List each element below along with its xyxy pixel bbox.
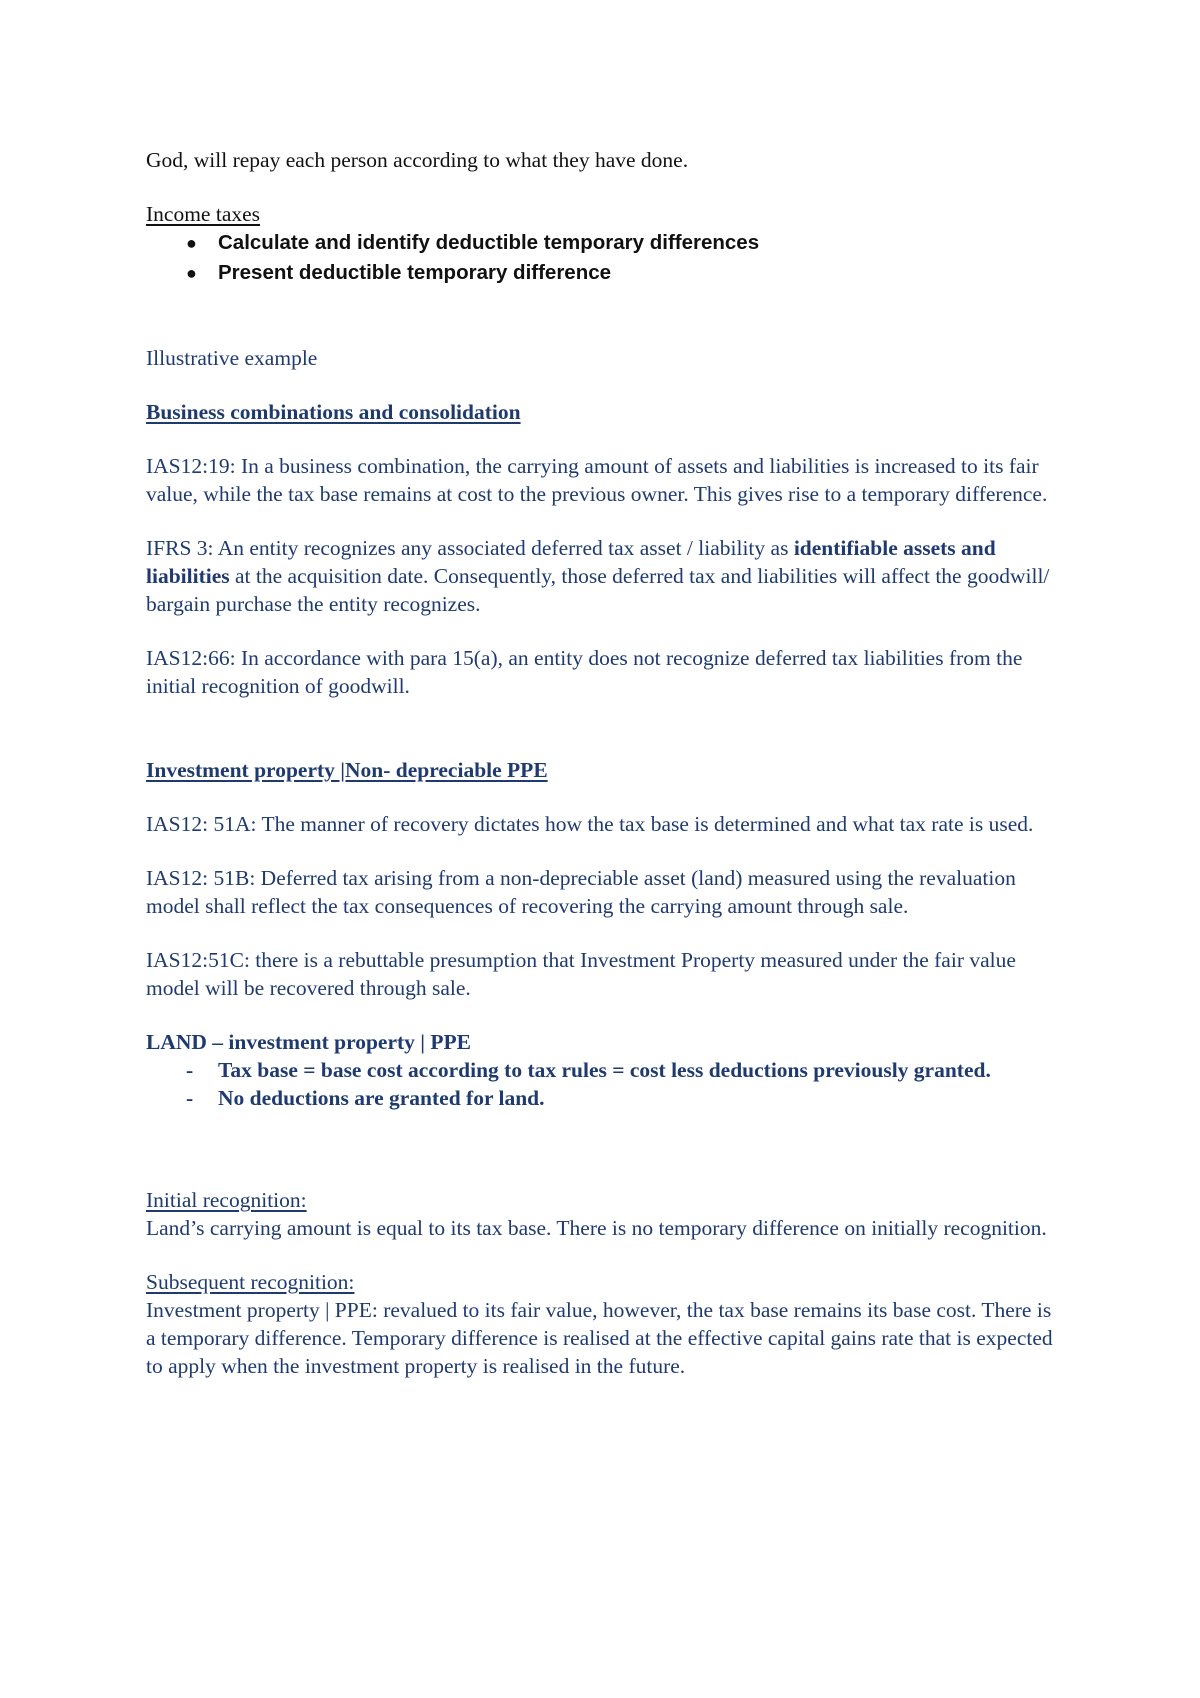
opening-verse: God, will repay each person according to what they have done. [146,148,689,172]
land-heading: LAND – investment property | PPE [146,1030,472,1054]
document-body [146,146,1066,1380]
dash-icon: - [186,1086,194,1110]
land-point [146,1084,1066,1112]
objective-item [146,258,1066,288]
paragraph-ias12-66: IAS12:66: In accordance with para 15(a), an entity does not recognize deferred tax liabilities from the initial recognition of goodwill. [146,646,1023,698]
paragraph-ifrs3 [146,534,1066,618]
land-point-text: No deductions are granted for land. [218,1086,545,1110]
paragraph-ias12-51b: IAS12: 51B: Deferred tax arising from a non-depreciable asset (land) measured using the revaluation model shall reflect the tax consequences of recovering the carrying amount through sale. [146,866,1016,918]
paragraph-ias12-51c: IAS12:51C: there is a rebuttable presumption that Investment Property measured under the fair value model will be recovered through sale. [146,948,1016,1000]
objective-text: Calculate and identify deductible temporary differences [218,231,760,254]
initial-recognition-heading: Initial recognition: [146,1188,307,1212]
section-heading-investment-property: Investment property |Non- depreciable PPE [146,758,548,782]
land-point-text: Tax base = base cost according to tax rules = cost less deductions previously granted. [218,1058,991,1082]
paragraph-ias12-19: IAS12:19: In a business combination, the carrying amount of assets and liabilities is increased to its fair value, while the tax base remains at cost to the previous owner. This gives rise to a temporary difference. [146,454,1048,506]
land-points-list [146,1056,1066,1112]
example-label: Illustrative example [146,346,318,370]
paragraph-text: at the acquisition date. Consequently, those deferred tax and liabilities will affect the goodwill/ bargain purchase the entity recognizes. [146,564,1050,616]
paragraph-text: IFRS 3: An entity recognizes any associated deferred tax asset / liability as [146,536,794,560]
bullet-icon: ● [186,263,197,283]
section-heading-business-combinations: Business combinations and consolidation [146,400,521,424]
dash-icon: - [186,1058,194,1082]
subsequent-recognition-heading: Subsequent recognition: [146,1270,355,1294]
land-point [146,1056,1066,1084]
initial-recognition-text: Land’s carrying amount is equal to its tax base. There is no temporary difference on initially recognition. [146,1216,1047,1240]
bullet-icon: ● [186,233,197,253]
paragraph-ias12-51a: IAS12: 51A: The manner of recovery dictates how the tax base is determined and what tax rate is used. [146,812,1034,836]
topic-heading: Income taxes [146,202,261,226]
objective-text: Present deductible temporary difference [218,261,612,284]
emphasis-text: identifiable assets and liabilities [146,536,996,588]
subsequent-recognition-text: Investment property | PPE: revalued to its fair value, however, the tax base remains its base cost. There is a temporary difference. Temporary difference is realised at the effective capital gains rate that is expected to apply when the investment property is realised in the future. [146,1298,1053,1378]
objective-item [146,228,1066,258]
objectives-list [146,228,1066,288]
